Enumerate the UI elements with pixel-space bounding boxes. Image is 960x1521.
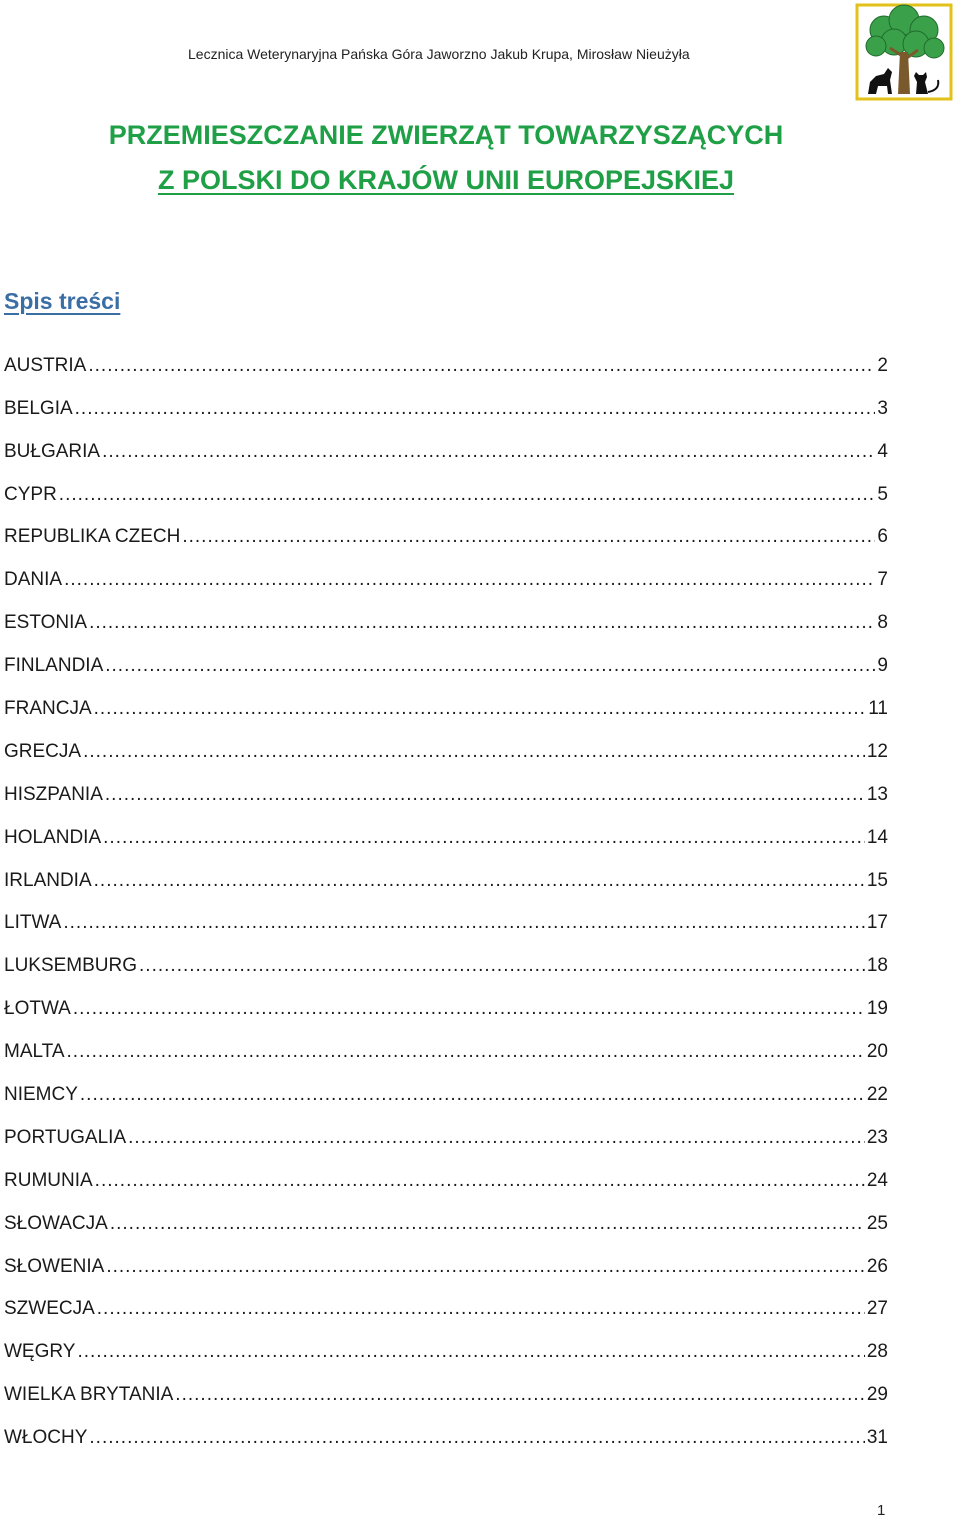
toc-entry-page: 29 <box>866 1384 888 1406</box>
toc-entry-page: 18 <box>866 955 888 977</box>
toc-entry-page: 6 <box>877 526 888 548</box>
toc-entry-page: 20 <box>866 1041 888 1063</box>
toc-entry-name: SZWECJA <box>4 1298 95 1320</box>
toc-entry-page: 26 <box>866 1255 888 1277</box>
toc-entry-name: WĘGRY <box>4 1341 76 1363</box>
toc-entry-page: 28 <box>866 1341 888 1363</box>
toc-heading: Spis treści <box>4 288 121 314</box>
header-clinic-name: Lecznica Weterynaryjna Pańska Góra Jaworzno Jakub Krupa, Mirosław Nieużyła <box>188 46 690 62</box>
toc-entry-page: 8 <box>877 612 888 634</box>
toc-entry-name: MALTA <box>4 1041 65 1063</box>
toc-entry-name: FINLANDIA <box>4 655 104 677</box>
toc-entry[interactable] <box>4 1281 888 1324</box>
toc-entry-name: BELGIA <box>4 397 73 419</box>
toc-entry-page: 4 <box>877 440 888 462</box>
toc-entry-page: 12 <box>866 740 888 762</box>
toc-entry-page: 27 <box>866 1298 888 1320</box>
toc-dot-leader <box>64 566 875 594</box>
toc-entry-name: NIEMCY <box>4 1084 78 1106</box>
toc-dot-leader <box>63 909 865 937</box>
toc-entry[interactable] <box>4 551 888 594</box>
toc-entry[interactable] <box>4 680 888 723</box>
toc-dot-leader <box>175 1381 865 1409</box>
toc-dot-leader <box>105 652 875 680</box>
toc-entry[interactable] <box>4 509 888 552</box>
toc-entry-name: REPUBLIKA CZECH <box>4 526 181 548</box>
toc-entry[interactable] <box>4 1366 888 1409</box>
toc-entry-name: RUMUNIA <box>4 1169 93 1191</box>
toc-entry-page: 24 <box>866 1169 888 1191</box>
toc-entry-name: ŁOTWA <box>4 998 71 1020</box>
toc-dot-leader <box>83 738 865 766</box>
toc-entry-name: LITWA <box>4 912 62 934</box>
toc-entry-page: 2 <box>877 354 888 376</box>
toc-entry[interactable] <box>4 380 888 423</box>
toc-entry-page: 9 <box>877 655 888 677</box>
toc-dot-leader <box>77 1338 864 1366</box>
toc-entry[interactable] <box>4 1195 888 1238</box>
toc-entry[interactable] <box>4 1323 888 1366</box>
toc-entry[interactable] <box>4 1238 888 1281</box>
toc-entry-page: 17 <box>866 912 888 934</box>
toc-entry[interactable] <box>4 852 888 895</box>
toc-entry-page: 15 <box>866 869 888 891</box>
toc-dot-leader <box>128 1124 865 1152</box>
toc-entry-page: 11 <box>868 698 888 720</box>
toc-dot-leader <box>73 995 865 1023</box>
toc-entry-page: 23 <box>866 1126 888 1148</box>
toc-entry[interactable] <box>4 809 888 852</box>
toc-entry[interactable] <box>4 766 888 809</box>
toc-entry[interactable] <box>4 466 888 509</box>
toc-entry-name: AUSTRIA <box>4 354 87 376</box>
toc-dot-leader <box>94 867 865 895</box>
toc-entry-name: SŁOWENIA <box>4 1255 105 1277</box>
toc-entry-name: IRLANDIA <box>4 869 92 891</box>
toc-entry-page: 5 <box>877 483 888 505</box>
toc-entry-name: BUŁGARIA <box>4 440 101 462</box>
toc-dot-leader <box>110 1210 865 1238</box>
toc-entry-name: LUKSEMBURG <box>4 955 138 977</box>
toc-entry-page: 13 <box>866 783 888 805</box>
toc-entry-page: 22 <box>866 1084 888 1106</box>
toc-entry-name: ESTONIA <box>4 612 88 634</box>
toc-dot-leader <box>106 1253 865 1281</box>
toc-dot-leader <box>75 395 876 423</box>
toc-entry[interactable] <box>4 980 888 1023</box>
toc-dot-leader <box>89 609 875 637</box>
toc-dot-leader <box>95 1167 865 1195</box>
toc-dot-leader <box>67 1038 865 1066</box>
toc-entry[interactable] <box>4 1152 888 1195</box>
toc-entry[interactable] <box>4 594 888 637</box>
toc-dot-leader <box>89 1424 864 1452</box>
toc-entry-name: HOLANDIA <box>4 826 102 848</box>
tree-with-dog-and-cat-logo-icon <box>854 2 954 102</box>
toc-entry-page: 19 <box>866 998 888 1020</box>
toc-entry-name: FRANCJA <box>4 698 92 720</box>
toc-dot-leader <box>182 523 875 551</box>
toc-entry-page: 7 <box>877 569 888 591</box>
toc-entry-name: SŁOWACJA <box>4 1212 108 1234</box>
toc-entry-name: GRECJA <box>4 740 82 762</box>
toc-entry-name: WŁOCHY <box>4 1427 88 1449</box>
toc-entry[interactable] <box>4 1409 888 1452</box>
toc-entry-name: HISZPANIA <box>4 783 103 805</box>
toc-entry[interactable] <box>4 1109 888 1152</box>
document-title-line1: PRZEMIESZCZANIE ZWIERZĄT TOWARZYSZĄCYCH <box>108 120 784 150</box>
toc-dot-leader <box>88 352 875 380</box>
table-of-contents <box>4 337 888 1452</box>
document-title-line2: Z POLSKI DO KRAJÓW UNII EUROPEJSKIEJ <box>157 165 735 195</box>
toc-dot-leader <box>139 952 865 980</box>
toc-entry-name: DANIA <box>4 569 63 591</box>
toc-entry[interactable] <box>4 895 888 938</box>
toc-entry[interactable] <box>4 1066 888 1109</box>
toc-entry-name: PORTUGALIA <box>4 1126 127 1148</box>
toc-entry[interactable] <box>4 723 888 766</box>
toc-dot-leader <box>103 824 865 852</box>
toc-entry-page: 3 <box>877 397 888 419</box>
page-number: 1 <box>877 1502 886 1519</box>
toc-entry[interactable] <box>4 937 888 980</box>
toc-entry[interactable] <box>4 637 888 680</box>
toc-dot-leader <box>80 1081 865 1109</box>
toc-dot-leader <box>105 781 865 809</box>
toc-dot-leader <box>94 695 867 723</box>
toc-dot-leader <box>97 1295 865 1323</box>
toc-dot-leader <box>102 438 875 466</box>
toc-entry[interactable] <box>4 337 888 380</box>
toc-entry-name: WIELKA BRYTANIA <box>4 1384 174 1406</box>
toc-entry-page: 14 <box>866 826 888 848</box>
toc-entry-page: 25 <box>866 1212 888 1234</box>
toc-entry-page: 31 <box>866 1427 888 1449</box>
toc-entry-name: CYPR <box>4 483 57 505</box>
toc-dot-leader <box>59 481 876 509</box>
toc-entry[interactable] <box>4 423 888 466</box>
toc-entry[interactable] <box>4 1023 888 1066</box>
